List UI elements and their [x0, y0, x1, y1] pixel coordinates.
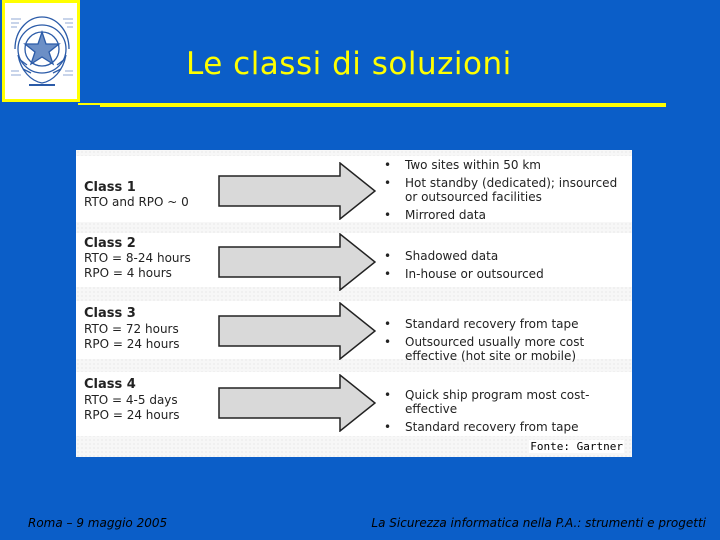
class-rto: RTO and RPO ~ 0 [84, 195, 189, 209]
class-name: Class 1 [84, 180, 136, 195]
class-rpo: RPO = 24 hours [84, 337, 180, 351]
page-title: Le classi di soluzioni [186, 46, 512, 82]
recovery-classes-figure [76, 150, 632, 457]
class-rto: RTO = 72 hours [84, 322, 179, 336]
source-caption: Fonte: Gartner [530, 440, 623, 453]
title-underline [100, 103, 666, 107]
bullet-list [382, 249, 544, 285]
bullet-item: • Standard recovery from tape [382, 420, 595, 434]
footer-date: Roma – 9 maggio 2005 [28, 516, 168, 530]
bullet-item: • Quick ship program most cost-effective [382, 388, 595, 416]
bullet-item: • Two sites within 50 km [382, 158, 627, 172]
arrow-icon [218, 302, 376, 360]
bullet-item: • Standard recovery from tape [382, 317, 607, 331]
bullet-list [382, 317, 607, 367]
bullet-list [382, 388, 595, 438]
class-row [76, 156, 632, 224]
bullet-item: • Hot standby (dedicated); insourced or outsourced facilities [382, 176, 627, 204]
bullet-item: • Shadowed data [382, 249, 544, 263]
logo [2, 0, 80, 102]
footer-subtitle: La Sicurezza informatica nella P.A.: strumenti e progetti [371, 516, 706, 530]
class-rto: RTO = 8-24 hours [84, 251, 191, 265]
class-row [76, 372, 632, 438]
bullet-item: • Outsourced usually more cost effective (hot site or mobile) [382, 335, 607, 363]
bullet-item: • In-house or outsourced [382, 267, 544, 281]
arrow-icon [218, 233, 376, 291]
class-name: Class 2 [84, 236, 136, 251]
italian-republic-emblem-icon [9, 9, 75, 93]
arrow-icon [218, 374, 376, 432]
class-rto: RTO = 4-5 days [84, 393, 178, 407]
arrow-icon [218, 162, 376, 220]
class-rpo: RPO = 24 hours [84, 408, 180, 422]
class-name: Class 4 [84, 377, 136, 392]
bullet-item: • Mirrored data [382, 208, 627, 222]
class-row [76, 301, 632, 361]
bullet-list [382, 158, 627, 226]
class-name: Class 3 [84, 306, 136, 321]
class-rpo: RPO = 4 hours [84, 266, 172, 280]
class-row [76, 233, 632, 289]
